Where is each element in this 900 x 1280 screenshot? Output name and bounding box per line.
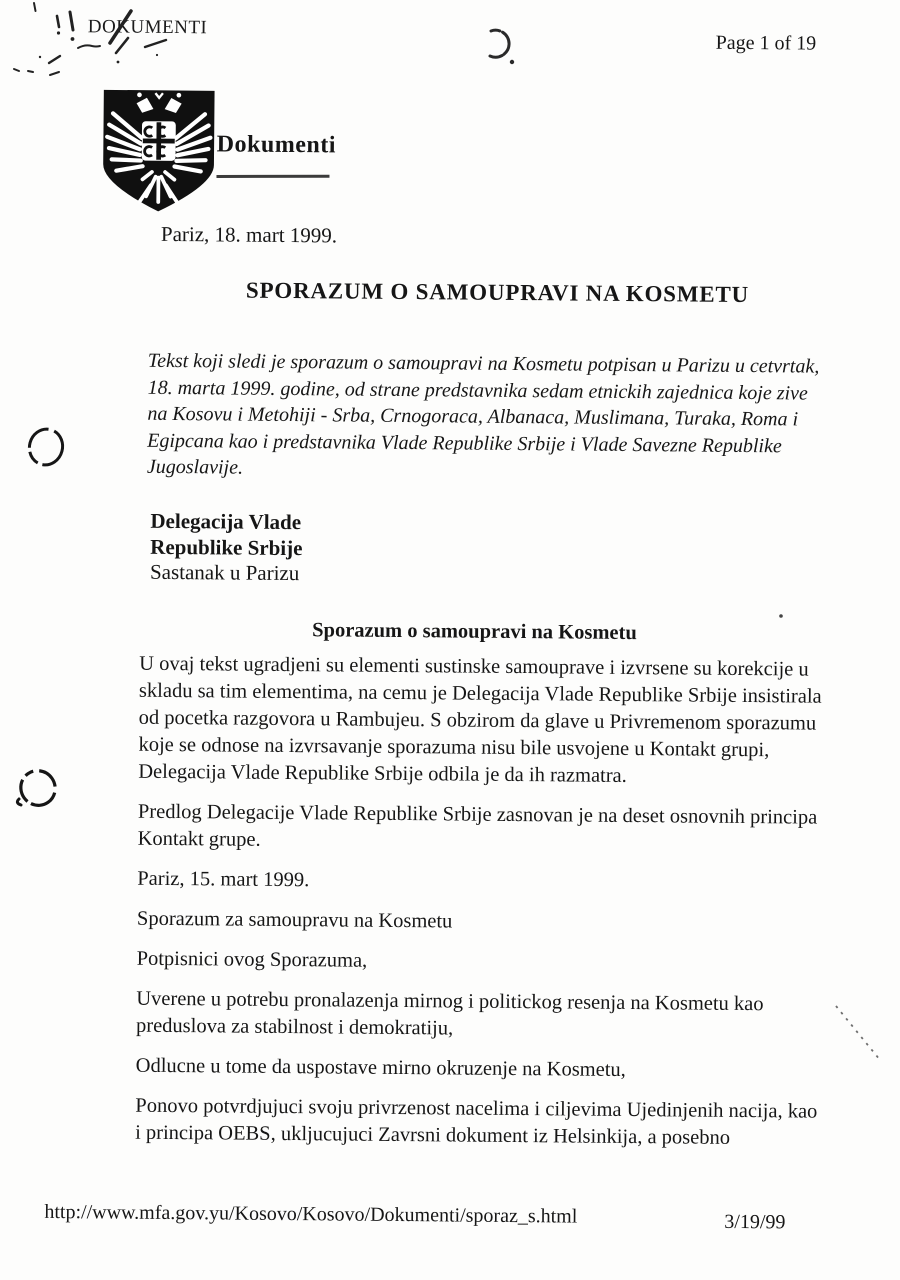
body-paragraph: Potpisnici ovog Sporazuma, xyxy=(136,947,368,972)
document-title: SPORAZUM O SAMOUPRAVI NA KOSMETU xyxy=(245,277,750,308)
body-paragraph: Ponovo potvrdjujuci svoju privrzenost nacelima i ciljevima Ujedinjenih nacija, kao i principa OEBS, ukljucujuci Zavrsni dokument iz Helsinkija, a posebno xyxy=(135,1094,818,1149)
page-number: Page 1 of 19 xyxy=(715,31,817,55)
body-paragraph: Predlog Delegacije Vlade Republike Srbije zasnovan je na deset osnovnih principa Kontakt grupe. xyxy=(137,800,818,851)
body-text xyxy=(135,651,831,1166)
delegation-line-3: Sastanak u Parizu xyxy=(149,559,300,586)
intro-paragraph: Tekst koji sledi je sporazum o samoupravi na Kosmetu potpisan u Parizu u cetvrtak, 18. marta 1999. godine, od strane predstavnika sedam etnickih zajednica koje zive na Kosovu i Metohiji - Srba, Crnogoraca, Albanaca, Muslimana, Turaka, Roma i Egipcana kao i predstavnika Vlade Republike Srbije i Vlade Savezne Republike Jugoslavije. xyxy=(146,349,820,479)
delegation-line-2: Republike Srbije xyxy=(150,534,303,560)
body-paragraph: Uverene u potrebu pronalazenja mirnog i politickog resenja na Kosmetu kao preduslova za stabilnost i demokratiju, xyxy=(135,987,764,1040)
dateline-top: Pariz, 18. mart 1999. xyxy=(160,221,338,248)
footer-date: 3/19/99 xyxy=(724,1210,786,1234)
body-paragraph: U ovaj tekst ugradjeni su elementi sustinske samouprave i izvrsene su korekcije u skladu sa tim elementima, na cemu je Delegacija Vlade Republike Srbije insistirala od pocetka razgovora u Rambujeu. S obzirom da glave u Privremenom sporazumu koje se odnose na izvrsavanje sporazuma nisu bile usvojene u Kontakt grupi, Delegacija Vlade Republike Srbije odbila je da ih razmatra. xyxy=(138,652,822,787)
coat-of-arms-icon xyxy=(97,84,220,222)
logo-wordmark: Dokumenti xyxy=(216,131,337,159)
section-heading: Sporazum o samoupravi na Kosmetu xyxy=(312,619,637,645)
delegation-line-1: Delegacija Vlade xyxy=(150,508,302,535)
footer-url: http://www.mfa.gov.yu/Kosovo/Kosovo/Dokumenti/sporaz_s.html xyxy=(44,1200,578,1228)
page-header-left: DOKUMENTI xyxy=(87,16,208,39)
body-paragraph: Pariz, 15. mart 1999. xyxy=(137,867,310,892)
body-paragraph: Sporazum za samoupravu na Kosmetu xyxy=(136,907,453,933)
logo-underline xyxy=(216,175,329,178)
delegation-block xyxy=(150,509,303,587)
body-paragraph: Odlucne u tome da uspostave mirno okruzenje na Kosmetu, xyxy=(135,1054,626,1081)
